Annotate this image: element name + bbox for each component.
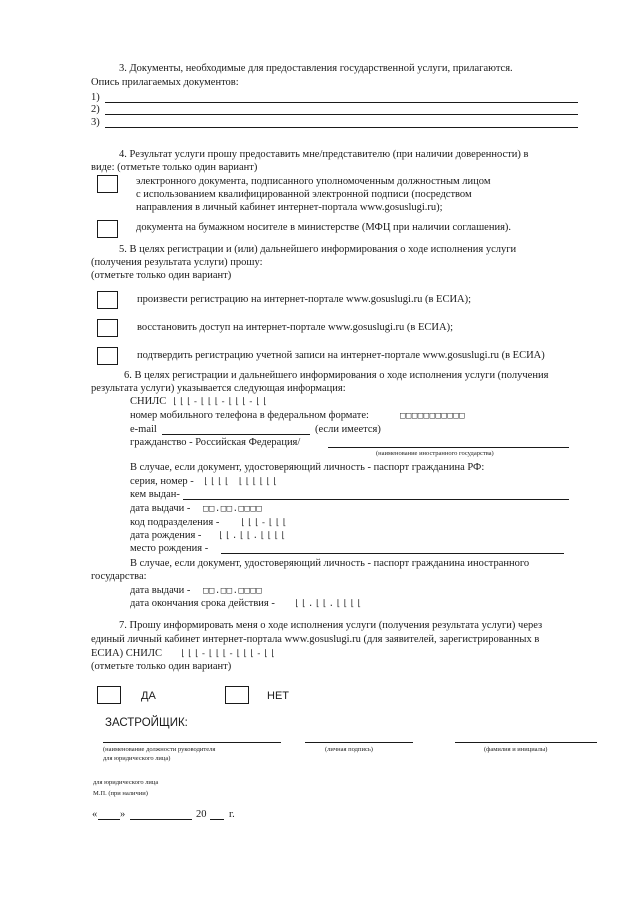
issued-by-field[interactable]	[183, 499, 569, 500]
snils-label: СНИЛС	[130, 396, 167, 407]
section-5-line-2: (получения результата услуги) прошу:	[91, 257, 263, 268]
section-7-snils-cells[interactable]: ⌊⌊⌊-⌊⌊⌊-⌊⌊⌊-⌊⌊	[180, 649, 277, 659]
signature-field[interactable]	[305, 742, 413, 743]
register-checkbox[interactable]	[97, 291, 118, 309]
result-paper-checkbox[interactable]	[97, 220, 118, 238]
section-7-line-4: (отметьте только один вариант)	[91, 661, 232, 672]
email-label: e-mail	[130, 424, 157, 435]
date-month-field[interactable]	[130, 819, 192, 820]
section-6-line-1: 6. В целях регистрации и дальнейшего информирования о ходе исполнения услуги (получения	[124, 370, 549, 381]
inform-yes-label: ДА	[141, 690, 156, 702]
confirm-account-checkbox[interactable]	[97, 347, 118, 365]
foreign-passport-line-2: государства:	[91, 571, 147, 582]
register-label: произвести регистрацию на интернет-портале www.gosuslugi.ru (в ЕСИА);	[137, 294, 472, 305]
developer-heading: ЗАСТРОЙЩИК:	[105, 717, 188, 729]
birth-date-cells[interactable]: ⌊⌊.⌊⌊.⌊⌊⌊⌊	[218, 531, 288, 541]
position-hint-2: для юридического лица)	[103, 755, 171, 762]
birth-place-field[interactable]	[221, 553, 564, 554]
phone-cells[interactable]: □□□□□□□□□□□	[400, 411, 466, 421]
full-name-hint: (фамилия и инициалы)	[484, 746, 548, 753]
rf-passport-heading: В случае, если документ, удостоверяющий личность - паспорт гражданина РФ:	[130, 462, 485, 473]
restore-access-checkbox[interactable]	[97, 319, 118, 337]
result-paper-label: документа на бумажном носителе в министерстве (МФЦ при наличии соглашения).	[136, 222, 512, 233]
date-quote-open: «	[92, 809, 98, 820]
citizenship-field[interactable]	[328, 447, 569, 448]
section-5-line-3: (отметьте только один вариант)	[91, 270, 232, 281]
phone-label: номер мобильного телефона в федеральном формате:	[130, 410, 369, 421]
stamp-note: М.П. (при наличии)	[93, 790, 148, 797]
email-field[interactable]	[162, 434, 310, 435]
date-year-field[interactable]	[210, 819, 224, 820]
confirm-account-label: подтвердить регистрацию учетной записи на интернет-портале www.gosuslugi.ru (в ЕСИА)	[137, 350, 545, 361]
section-6-line-2: результата услуги) указывается следующая информация:	[91, 383, 346, 394]
section-4-line-1: 4. Результат услуги прошу предоставить мне/представителю (при наличии доверенности) в	[119, 149, 529, 160]
signature-hint: (личная подпись)	[325, 746, 373, 753]
result-electronic-label-3: направления в личный кабинет интернет-портала www.gosuslugi.ru);	[136, 202, 443, 213]
foreign-expiry-cells[interactable]: ⌊⌊.⌊⌊.⌊⌊⌊⌊	[294, 599, 364, 609]
foreign-issue-date-label: дата выдачи -	[130, 585, 191, 596]
email-hint: (если имеется)	[315, 424, 381, 435]
attachments-list-label: Опись прилагаемых документов:	[91, 77, 239, 88]
inform-yes-checkbox[interactable]	[97, 686, 121, 704]
section-7-snils-label: ЕСИА) СНИЛС	[91, 648, 162, 659]
inform-no-label: НЕТ	[267, 690, 289, 702]
issue-date-label: дата выдачи -	[130, 503, 191, 514]
attachment-item-2-label: 2)	[91, 104, 100, 115]
attachment-item-1-label: 1)	[91, 92, 100, 103]
date-year-suffix: г.	[229, 809, 235, 820]
attachment-item-2-field[interactable]	[105, 114, 578, 115]
attachment-item-3-label: 3)	[91, 117, 100, 128]
foreign-expiry-label: дата окончания срока действия -	[130, 598, 275, 609]
snils-cells[interactable]: ⌊⌊⌊-⌊⌊⌊-⌊⌊⌊-⌊⌊	[172, 397, 269, 407]
attachment-item-3-field[interactable]	[105, 127, 578, 128]
restore-access-label: восстановить доступ на интернет-портале www.gosuslugi.ru (в ЕСИА);	[137, 322, 454, 333]
section-4-line-2: виде: (отметьте только один вариант)	[91, 162, 258, 173]
position-hint-1: (наименование должности руководителя	[103, 746, 216, 753]
foreign-passport-line-1: В случае, если документ, удостоверяющий личность - паспорт гражданина иностранного	[130, 558, 530, 569]
date-year-prefix: 20	[196, 809, 207, 820]
birth-place-label: место рождения -	[130, 543, 209, 554]
foreign-country-hint: (наименование иностранного государства)	[376, 450, 494, 457]
attachment-item-1-field[interactable]	[105, 102, 578, 103]
legal-entity-note: для юридического лица	[93, 779, 159, 786]
dept-code-cells[interactable]: ⌊⌊⌊-⌊⌊⌊	[240, 518, 289, 528]
passport-series-cells[interactable]: ⌊⌊⌊⌊ ⌊⌊⌊⌊⌊⌊	[203, 477, 280, 487]
inform-no-checkbox[interactable]	[225, 686, 249, 704]
position-field[interactable]	[103, 742, 281, 743]
section-7-line-1: 7. Прошу информировать меня о ходе исполнения услуги (получения результата услуги) через	[119, 620, 543, 631]
result-electronic-label-1: электронного документа, подписанного уполномоченным должностным лицом	[136, 176, 491, 187]
citizenship-label: гражданство - Российская Федерация/	[130, 437, 301, 448]
passport-series-label: серия, номер -	[130, 476, 194, 487]
result-electronic-label-2: с использованием квалифицированной электронной подписи (посредством	[136, 189, 472, 200]
issue-date-cells[interactable]: □□.□□.□□□□	[203, 504, 263, 514]
section-5-line-1: 5. В целях регистрации и (или) дальнейшего информирования о ходе исполнения услуги	[119, 244, 517, 255]
date-day-field[interactable]	[98, 819, 120, 820]
full-name-field[interactable]	[455, 742, 597, 743]
birth-date-label: дата рождения -	[130, 530, 202, 541]
foreign-issue-date-cells[interactable]: □□.□□.□□□□	[203, 586, 263, 596]
issued-by-label: кем выдан-	[130, 489, 180, 500]
section-3-title: 3. Документы, необходимые для предоставления государственной услуги, прилагаются.	[119, 63, 513, 74]
section-7-line-2: единый личный кабинет интернет-портала www.gosuslugi.ru (для заявителей, зарегистрированных в	[91, 634, 540, 645]
dept-code-label: код подразделения -	[130, 517, 220, 528]
date-quote-close: »	[120, 809, 126, 820]
result-electronic-checkbox[interactable]	[97, 175, 118, 193]
